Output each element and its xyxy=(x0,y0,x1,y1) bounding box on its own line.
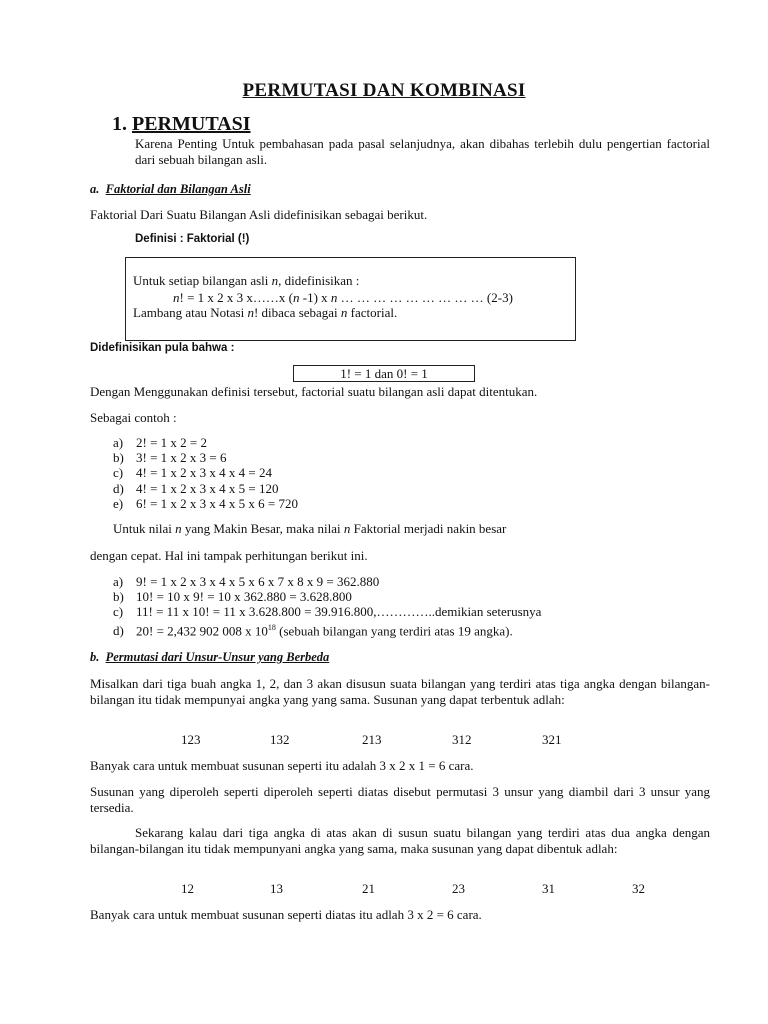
permutation-value: 31 xyxy=(542,881,555,896)
section-heading-permutasi xyxy=(112,113,251,136)
permutation-value: 132 xyxy=(270,732,290,747)
list-marker: d) xyxy=(113,622,124,638)
def-line-3-mid: ! dibaca sebagai xyxy=(253,305,341,320)
list-marker: d) xyxy=(113,480,124,496)
list-item xyxy=(113,574,541,589)
intro-paragraph: Karena Penting Untuk pembahasan pada pasal selanjudnya, akan dibahas terlebih dulu pengertian factorial dari sebuah bilangan asli. xyxy=(135,136,710,167)
list-marker: c) xyxy=(113,604,124,620)
permutation-value: 12 xyxy=(181,881,194,896)
def-formula-dots: … … … … … … … … … (2-3) xyxy=(337,290,513,305)
permutation-value: 21 xyxy=(362,881,375,896)
list-item xyxy=(113,450,298,465)
list-marker: c) xyxy=(113,465,124,481)
list-text: 10! = 10 x 9! = 10 x 362.880 = 3.628.800 xyxy=(136,589,352,605)
list-marker: b) xyxy=(113,450,124,466)
contoh-label: Sebagai contoh : xyxy=(90,410,177,425)
var-n: n xyxy=(343,521,351,536)
def-line-2 xyxy=(173,290,513,306)
susunan-paragraph: Susunan yang diperoleh seperti diperoleh seperti diatas disebut permutasi 3 unsur yang diambil dari 3 unsur yang tersedia. xyxy=(90,784,710,815)
def-line-1-text: Untuk setiap bilangan asli xyxy=(133,273,272,288)
subheading-a-label: a. xyxy=(90,182,100,196)
exponent: 18 xyxy=(267,622,276,632)
subheading-a-title: Faktorial dan Bilangan Asli xyxy=(105,182,251,196)
untuk-text-mid: yang Makin Besar, maka nilai xyxy=(181,521,344,536)
untuk-text: Untuk nilai xyxy=(113,521,176,536)
misalkan-paragraph: Misalkan dari tiga buah angka 1, 2, dan 3 akan disusun suata bilangan yang terdiri atas tiga angka dengan bilangan-bilangan itu tidak mempunyai angka yang yang sama. Susunan yang dapat terbentuk adlah: xyxy=(90,676,710,707)
var-n: n xyxy=(247,305,254,320)
var-n: n xyxy=(340,305,348,320)
def-line-1 xyxy=(133,273,359,289)
examples-list-1 xyxy=(113,435,298,511)
untuk-text-end: Faktorial merjadi nakin besar xyxy=(350,521,507,536)
list-item xyxy=(113,435,298,450)
list-marker: a) xyxy=(113,435,124,450)
list-text: 2! = 1 x 2 = 2 xyxy=(136,435,207,450)
list-text-end: (sebuah bilangan yang terdiri atas 19 angka). xyxy=(275,622,513,638)
def-line-3-end: factorial. xyxy=(347,305,398,320)
list-item xyxy=(113,620,541,639)
examples-list-2 xyxy=(113,574,541,638)
list-marker: a) xyxy=(113,574,124,589)
var-n: n xyxy=(175,521,182,536)
permutation-row-3 xyxy=(0,732,768,748)
subheading-a xyxy=(90,182,251,197)
permutation-value: 213 xyxy=(362,732,382,747)
section-title: PERMUTASI xyxy=(132,113,251,135)
def-line-3 xyxy=(133,305,397,321)
base-case-box: 1! = 1 dan 0! = 1 xyxy=(293,365,475,382)
list-text: 11! = 11 x 10! = 11 x 3.628.800 = 39.916.800,…………..demikian seterusnya xyxy=(136,604,542,620)
banyak-paragraph-2: Banyak cara untuk membuat susunan seperti diatas itu adlah 3 x 2 = 6 cara. xyxy=(90,907,482,922)
untuk-paragraph xyxy=(113,521,506,537)
def-line-3-text: Lambang atau Notasi xyxy=(133,305,248,320)
faktorial-intro: Faktorial Dari Suatu Bilangan Asli didefinisikan sebagai berikut. xyxy=(90,207,428,222)
subheading-b-title: Permutasi dari Unsur-Unsur yang Berbeda xyxy=(105,650,330,664)
permutation-value: 123 xyxy=(181,732,201,747)
list-marker: e) xyxy=(113,495,124,511)
list-text: 3! = 1 x 2 x 3 = 6 xyxy=(136,450,227,466)
list-text: 6! = 1 x 2 x 3 x 4 x 5 x 6 = 720 xyxy=(136,495,298,511)
list-text: 9! = 1 x 2 x 3 x 4 x 5 x 6 x 7 x 8 x 9 = 362.880 xyxy=(136,574,380,589)
list-text: 4! = 1 x 2 x 3 x 4 x 4 = 24 xyxy=(136,465,272,481)
permutation-value: 23 xyxy=(452,881,465,896)
list-text: 20! = 2,432 902 008 x 10 xyxy=(136,622,268,638)
list-item xyxy=(113,465,298,480)
var-n: n xyxy=(173,290,180,305)
dengan-paragraph: Dengan Menggunakan definisi tersebut, factorial suatu bilangan asli dapat ditentukan. xyxy=(90,384,538,399)
permutation-value: 321 xyxy=(542,732,562,747)
var-n: n xyxy=(330,290,338,305)
permutation-value: 13 xyxy=(270,881,283,896)
page-title: PERMUTASI DAN KOMBINASI xyxy=(242,80,526,101)
permutation-value: 312 xyxy=(452,732,472,747)
list-item xyxy=(113,589,541,604)
var-n: n xyxy=(271,273,279,288)
subheading-b xyxy=(90,650,329,665)
var-n: n xyxy=(293,290,300,305)
list-marker: b) xyxy=(113,589,124,605)
def-line-1-end: , didefinisikan : xyxy=(278,273,360,288)
cepat-paragraph: dengan cepat. Hal ini tampak perhitungan berikut ini. xyxy=(90,548,368,563)
didefinisikan-label: Didefinisikan pula bahwa : xyxy=(90,342,235,354)
list-text: 4! = 1 x 2 x 3 x 4 x 5 = 120 xyxy=(136,480,279,496)
list-item xyxy=(113,481,298,496)
def-formula-part: -1) x xyxy=(299,290,331,305)
sekarang-paragraph: Sekarang kalau dari tiga angka di atas akan di susun suatu bilangan yang terdiri atas dua angka dengan bilangan-bilangan itu tidak mempunyani angka yang sama, maka susunan yang dapat dibentuk adlah: xyxy=(90,825,710,856)
section-number: 1. xyxy=(112,113,127,135)
banyak-paragraph-1: Banyak cara untuk membuat susunan seperti itu adalah 3 x 2 x 1 = 6 cara. xyxy=(90,758,474,773)
subheading-b-label: b. xyxy=(90,650,100,664)
permutation-value: 32 xyxy=(632,881,645,896)
def-formula-part: ! = 1 x 2 x 3 x……x ( xyxy=(179,290,293,305)
permutation-row-2 xyxy=(0,881,768,897)
list-item xyxy=(113,496,298,511)
list-item xyxy=(113,604,541,619)
definisi-label: Definisi : Faktorial (!) xyxy=(135,233,250,245)
